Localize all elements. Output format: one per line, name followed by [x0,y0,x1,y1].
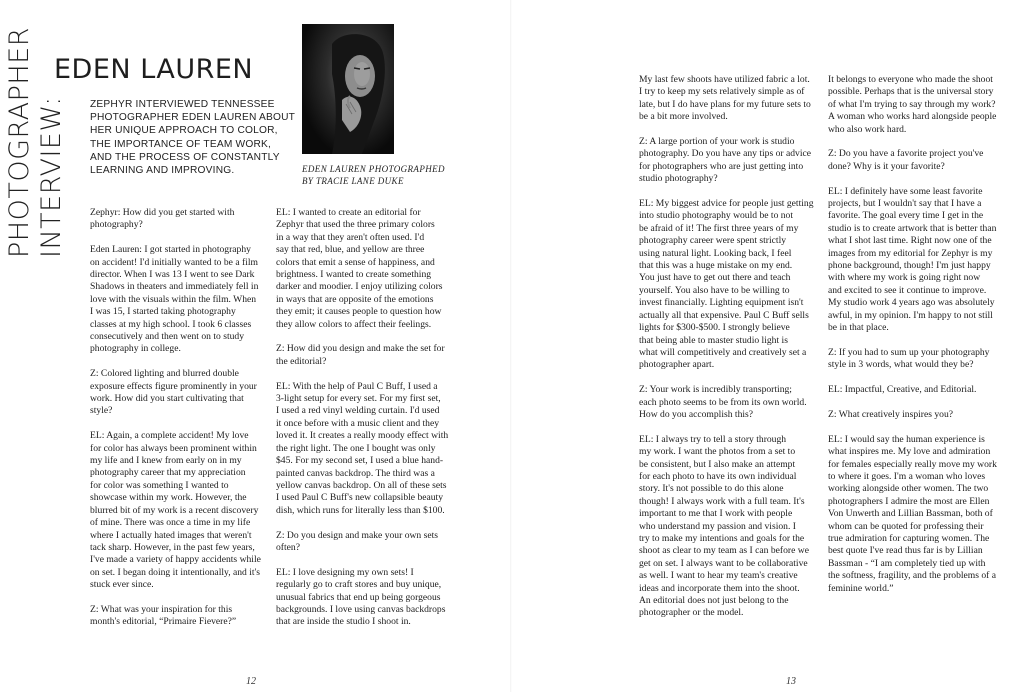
text-line: in a way that they aren't often used. I'd [276,231,425,243]
text-line: my life and I knew from early on in my [90,455,242,467]
text-line: be afraid of it! The first three years of my [639,222,799,234]
text-line: It belongs to everyone who made the shoot [828,74,993,85]
text-line: in ways that are opposite of the emotions [276,293,434,305]
vertical-title-line1: PHOTOGRAPHER [4,26,35,258]
text-column-1 [90,207,268,641]
article-title: EDEN LAUREN [54,54,254,85]
dek-line: HER UNIQUE APPROACH TO COLOR, [90,125,278,137]
paragraph [828,384,1013,396]
text-line: the right light. The one I bought was only [276,442,436,454]
text-line: Bassman - “I am completely tied up with [828,557,986,569]
text-line: for females especially really move my work [828,458,997,470]
text-line: invest financially. Lighting equipment isn't [639,297,804,309]
paragraph [828,186,1013,335]
portrait-photo [302,24,394,154]
text-line: lights for $300-$500. I strongly believe [639,322,790,334]
dek-line: AND THE PROCESS OF CONSTANTLY [90,151,280,163]
text-line: yellow canvas backdrop. On all of these sets [276,479,447,491]
text-line: photography. Do you have any tips or advice [639,148,812,160]
text-line: painted canvas backdrop. The third was a [276,467,435,479]
text-line: consecutively and then went on to study [90,331,245,343]
paragraph [639,74,819,124]
text-line: where I actually hated images that weren't [90,529,252,541]
text-line: EL: I would say the human experience is [828,433,985,445]
text-line: work. How did you start cultivating that [90,393,244,405]
text-line: of mine. There was once a time in my life [90,517,251,529]
text-line: 3-light setup for every set. For my first set, [276,393,441,405]
text-line: though! I always work with a full team. It's [639,495,805,507]
text-line: photographers I admire the most are Ellen [828,495,990,507]
text-line: Z: If you had to sum up your photography [828,346,990,358]
text-line: try to make my intentions and goals for the [639,532,805,544]
text-line: on set. I began doing it intentionally, and it's [90,566,261,578]
text-line: into studio photography would be to not [639,210,794,222]
text-line: be in that place. [828,322,889,334]
paragraph [639,136,819,186]
text-line: the editorial? [276,355,327,367]
text-line: EL: With the help of Paul C Buff, I used a [276,380,438,392]
text-line: studio photography? [639,173,718,185]
text-line: they emit; it causes people to question how [276,306,442,318]
text-line: EL: I love designing my own sets! I [276,566,414,578]
text-line: exposure effects figure prominently in your [90,380,257,392]
text-line: unusual fabrics that end up being gorgeous [276,591,441,603]
text-line: blurred bit of my work is a recent discovery [90,504,259,516]
text-line: awful, in my opinion. I'm happy to not still [828,309,993,321]
paragraph [276,530,456,555]
text-line: Shadows in theaters and immediately fell in [90,281,259,293]
text-line: EL: I definitely have some least favorite [828,185,983,197]
text-line: for each photo to have its own individual [639,470,797,482]
text-line: on accident! I'd initially wanted to be a film [90,256,258,268]
text-line: it once before with a music client and they [276,417,440,429]
text-line: possible. Perhaps that is the universal story [828,86,994,98]
text-line: true admiration for capturing women. The [828,532,990,544]
text-line: whom can be quoted for professing their [828,520,984,532]
text-line: $45. For my second set, I used a blue hand- [276,455,444,467]
text-line: images from my editorial for Zephyr is my [828,247,993,259]
text-line: as well. I want to hear my team's creative [639,570,798,582]
text-line: photography in college. [90,343,181,355]
text-line: done? Why is it your favorite? [828,160,945,172]
text-line: studio is to create artwork that is better than [828,222,997,234]
text-line: the softness, fragility, and the problems of a [828,570,997,582]
photo-caption [302,163,462,187]
text-line: I've made a variety of happy accidents while [90,554,261,566]
paragraph [828,347,1013,372]
text-line: Z: Colored lighting and blurred double [90,368,239,380]
paragraph [90,244,268,356]
caption-line: EDEN LAUREN PHOTOGRAPHED [302,164,445,174]
text-line: tack sharp. However, in the past few years, [90,541,255,553]
text-line: Zephyr: How did you get started with [90,207,235,218]
paragraph [639,434,819,620]
paragraph [276,381,456,517]
text-line: working alongside other women. The two [828,483,989,495]
text-line: brightness. I wanted to create something [276,269,432,281]
text-line: photography career were spent strictly [639,235,787,247]
text-column-3 [639,74,819,632]
text-line: Z: A large portion of your work is studio [639,136,795,148]
text-line: regularly go to craft stores and buy unique, [276,579,442,591]
text-line: darker and moodier. I enjoy utilizing colors [276,281,443,293]
text-line: photographer apart. [639,359,715,371]
dek-line: THE IMPORTANCE OF TEAM WORK, [90,138,272,150]
text-line: I was 15, I started taking photography [90,306,236,318]
text-line: My studio work 4 years ago was absolutely [828,297,995,309]
dek-line: LEARNING AND IMPROVING. [90,165,235,177]
text-line: shoot as clear to my team as I can before we [639,545,809,557]
text-line: for photographers who are just getting into [639,160,804,172]
text-line: best quote I've read thus far is by Lillian [828,545,983,557]
dek-line: ZEPHYR INTERVIEWED TENNESSEE [90,99,275,110]
text-line: Eden Lauren: I got started in photography [90,244,251,256]
text-line: be a bit more involved. [639,111,728,123]
text-line: for color was something I wanted to [90,479,229,491]
text-line: of what I'm trying to say through my work? [828,98,996,110]
text-line: using natural light. Looking back, I feel [639,247,792,259]
caption-line: BY TRACIE LANE DUKE [302,176,404,186]
page-number-right: 13 [786,676,796,687]
text-line: Von Unwerth and Lillian Bassman, both of [828,508,993,520]
paragraph [828,434,1013,595]
text-line: ideas and incorporate them into the shoot. [639,582,800,594]
paragraph [90,368,268,418]
vertical-title [4,8,68,258]
text-line: story. It's not possible to do this alone [639,483,784,495]
text-line: My last few shoots have utilized fabric a lot. [639,74,810,85]
paragraph [639,384,819,421]
vertical-title-line2: INTERVIEW: [36,96,67,258]
text-line: with where my work is going right now [828,272,981,284]
text-line: they allow colors to affect their feelings. [276,318,432,330]
paragraph [828,74,1013,136]
text-line: for color has always been prominent within [90,442,257,454]
text-line: Z: Do you have a favorite project you've [828,148,984,160]
text-line: Z: Do you design and make your own sets [276,529,439,541]
text-line: How do you accomplish this? [639,408,754,420]
text-line: my work. I want the photos from a set to [639,446,796,458]
text-line: to where it goes. I'm a woman who loves [828,470,986,482]
text-line: EL: My biggest advice for people just getting [639,198,814,210]
paragraph [828,409,1013,421]
text-line: what inspires me. My love and admiration [828,446,991,458]
text-line: EL: I wanted to create an editorial for [276,207,421,218]
text-line: favorite. The goal every time I get in the [828,210,984,222]
text-line: love with the visuals within the film. When [90,293,257,305]
text-line: that are inside the studio I shoot in. [276,616,411,628]
text-line: I try to keep my sets relatively simple as of [639,86,805,98]
text-line: Zephyr that used the three primary colors [276,219,435,231]
article-dek [90,98,295,177]
text-line: A woman who works hard alongside people [828,111,997,123]
paragraph [90,207,268,232]
paragraph [828,148,1013,173]
text-line: Z: What was your inspiration for this [90,603,233,615]
text-line: late, but I do have plans for my future sets to [639,98,811,110]
text-line: loved it. It creates a really moody effect with [276,430,449,442]
paragraph [90,604,268,629]
portrait-illustration [302,24,394,154]
text-line: I used Paul C Buff's new collapsible beauty [276,492,444,504]
page-number-left: 12 [246,676,256,687]
text-line: important to me that I work with people [639,508,793,520]
text-line: photographer or the model. [639,607,744,619]
text-line: what I shot last time. Right now one of the [828,235,992,247]
text-line: colors that emit a sense of happiness, and [276,256,435,268]
text-line: director. When I was 13 I went to see Dark [90,269,255,281]
paragraph [276,343,456,368]
text-line: backgrounds. I love using canvas backdrops [276,603,446,615]
text-line: often? [276,541,300,553]
paragraph [276,207,456,331]
text-line: each photo seems to be from its own world. [639,396,807,408]
paragraph [276,567,456,629]
text-line: that this was a huge mistake on my end. [639,260,793,272]
text-line: who understand my passion and vision. I [639,520,796,532]
text-line: Z: What creatively inspires you? [828,408,954,420]
text-line: yourself. You also have to be willing to [639,284,790,296]
text-line: dish, which runs for literally less than $100. [276,504,445,516]
text-line: stuck ever since. [90,579,154,591]
text-line: photography? [90,219,143,231]
text-line: EL: Again, a complete accident! My love [90,430,249,442]
text-line: style? [90,405,113,417]
text-line: classes at my high school. I took 6 classes [90,318,252,330]
text-line: You just have to get out there and teach [639,272,791,284]
text-column-4 [828,74,1013,607]
text-line: I used a red vinyl welding curtain. I'd used [276,405,440,417]
text-line: that being able to master studio light is [639,334,788,346]
text-line: be consistent, but I also make an attempt [639,458,796,470]
text-line: and excited to see it continue to improve. [828,284,987,296]
text-line: phone background, though! I'm just happy [828,260,991,272]
text-line: EL: Impactful, Creative, and Editorial. [828,384,977,396]
text-line: get on set. I always want to be collaborative [639,557,808,569]
text-line: actually all that expensive. Paul C Buff sells [639,309,809,321]
text-line: say that red, blue, and yellow are three [276,244,425,256]
dek-line: PHOTOGRAPHER EDEN LAUREN ABOUT [90,112,296,124]
text-line: month's editorial, “Primaire Fievere?” [90,616,237,628]
text-line: An editorial does not just belong to the [639,595,789,606]
text-line: what will competitively and creatively set a [639,346,807,358]
text-line: projects, but I wouldn't say that I have a [828,198,982,210]
text-line: EL: I always try to tell a story through [639,433,787,445]
text-line: showcase within my work. However, the [90,492,247,504]
text-line: Z: How did you design and make the set for [276,343,445,355]
text-line: feminine world.” [828,582,894,594]
text-line: photography career that my appreciation [90,467,246,479]
text-line: style in 3 words, what would they be? [828,359,974,371]
text-line: Z: Your work is incredibly transporting; [639,384,792,396]
text-line: who also work hard. [828,123,907,135]
paragraph [90,430,268,591]
paragraph [639,198,819,372]
text-column-2 [276,207,456,641]
